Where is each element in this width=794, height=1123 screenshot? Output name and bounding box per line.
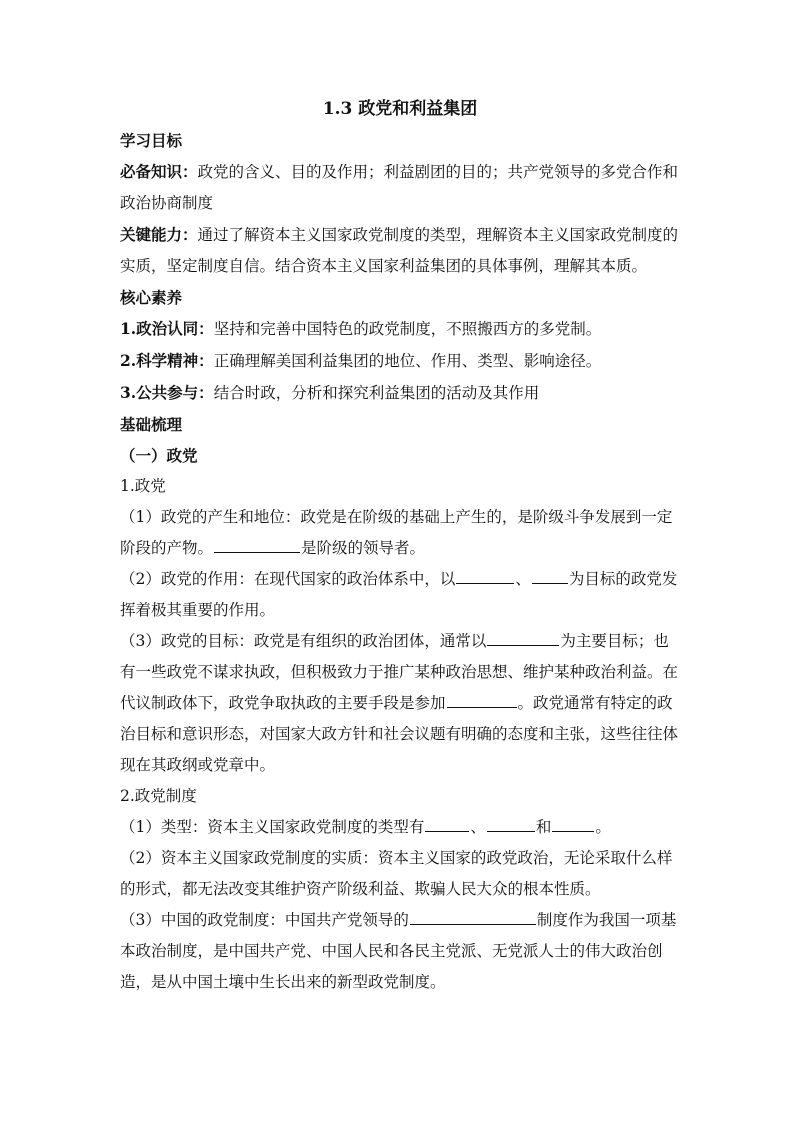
paragraph-china-system-text-a: （3）中国的政党制度：中国共产党领导的: [120, 911, 409, 929]
paragraph-party-origin-text-b: 是阶级的领导者。: [301, 539, 426, 557]
fill-blank[interactable]: [447, 706, 517, 708]
paragraph-party-goal-text-a: （3）政党的目标：政党是有组织的政治团体，通常以: [120, 632, 487, 650]
paragraph-system-types: [120, 812, 680, 843]
core-item-3-text: 结合时政，分析和探究利益集团的活动及其作用: [213, 384, 540, 402]
core-item-3: [120, 377, 680, 409]
knowledge-label: 必备知识：: [120, 162, 198, 181]
paragraph-party-goal-text-b: 为主要目标；也有一些政党不谋求执政，但积极致力于推广某种政治思想、维护某种政治利益。在代议制政体下，政党争取执政的主要手段是参加: [120, 632, 679, 712]
core-item-1: [120, 313, 680, 345]
paragraph-system-types-text-a: （1）类型：资本主义国家政党制度的类型有: [120, 818, 425, 836]
document-content: [120, 94, 680, 998]
goals-heading: 学习目标: [120, 131, 183, 150]
paragraph-party-role: [120, 564, 680, 626]
core-item-3-label: 3.公共参与：: [120, 383, 214, 402]
core-item-1-label: 1.政治认同：: [120, 319, 214, 338]
fill-blank[interactable]: [487, 644, 559, 646]
ability-text: 通过了解资本主义国家政党制度的类型，理解资本主义国家政党制度的实质，坚定制度自信。结合资本主义国家利益集团的具体事例，理解其本质。: [120, 226, 679, 275]
paragraph-party-goal: [120, 626, 680, 781]
subsection-2-heading: 2.政党制度: [120, 787, 197, 805]
paragraph-party-origin-text-a: （1）政党的产生和地位：政党是在阶级的基础上产生的，是阶级斗争发展到一定阶段的产物。: [120, 508, 673, 557]
paragraph-system-essence: （2）资本主义国家政党制度的实质：资本主义国家的政党政治，无论采取什么样的形式，都无法改变其维护资产阶级利益、欺骗人民大众的根本性质。: [120, 849, 673, 898]
fill-blank[interactable]: [487, 830, 535, 832]
knowledge-text: 政党的含义、目的及作用；利益剧团的目的；共产党领导的多党合作和政治协商制度: [120, 163, 679, 212]
paragraph-party-origin: [120, 502, 680, 564]
fill-blank[interactable]: [552, 830, 594, 832]
core-item-1-text: 坚持和完善中国特色的政党制度，不照搬西方的多党制。: [213, 320, 602, 338]
paragraph-system-types-text-c: 和: [535, 818, 552, 836]
paragraph-system-types-text-d: 。: [595, 818, 611, 836]
fill-blank[interactable]: [425, 830, 469, 832]
ability-label: 关键能力：: [120, 225, 198, 244]
paragraph-system-types-text-b: 、: [470, 818, 486, 836]
knowledge-paragraph: [120, 156, 680, 219]
basics-heading: 基础梳理: [120, 415, 183, 434]
document-title: 1.3 政党和利益集团: [322, 99, 478, 119]
ability-paragraph: [120, 219, 680, 282]
fill-blank[interactable]: [214, 551, 300, 553]
paragraph-party-role-text-c: 为目标的政党发挥着极其重要的作用。: [120, 570, 678, 619]
paragraph-party-goal-text-c: 。政党通常有特定的政治目标和意识形态，对国家大政方针和社会议题有明确的态度和主张，这些往往体现在其政纲或党章中。: [120, 694, 679, 774]
subsection-1-heading: 1.政党: [120, 477, 166, 495]
core-item-2: [120, 345, 680, 377]
fill-blank[interactable]: [532, 582, 568, 584]
core-item-2-text: 正确理解美国利益集团的地位、作用、类型、影响途径。: [213, 352, 602, 370]
core-heading: 核心素养: [120, 288, 183, 307]
fill-blank[interactable]: [456, 582, 514, 584]
section-1-heading: （一）政党: [120, 446, 198, 465]
paragraph-party-role-text-a: （2）政党的作用：在现代国家的政治体系中，以: [120, 570, 456, 588]
paragraph-party-role-text-b: 、: [515, 570, 531, 588]
core-item-2-label: 2.科学精神：: [120, 351, 214, 370]
paragraph-china-system: [120, 905, 680, 998]
paragraph-china-system-text-b: 制度作为我国一项基本政治制度，是中国共产党、中国人民和各民主党派、无党派人士的伟大政治创造，是从中国土壤中生长出来的新型政党制度。: [120, 911, 677, 991]
fill-blank[interactable]: [410, 923, 536, 925]
